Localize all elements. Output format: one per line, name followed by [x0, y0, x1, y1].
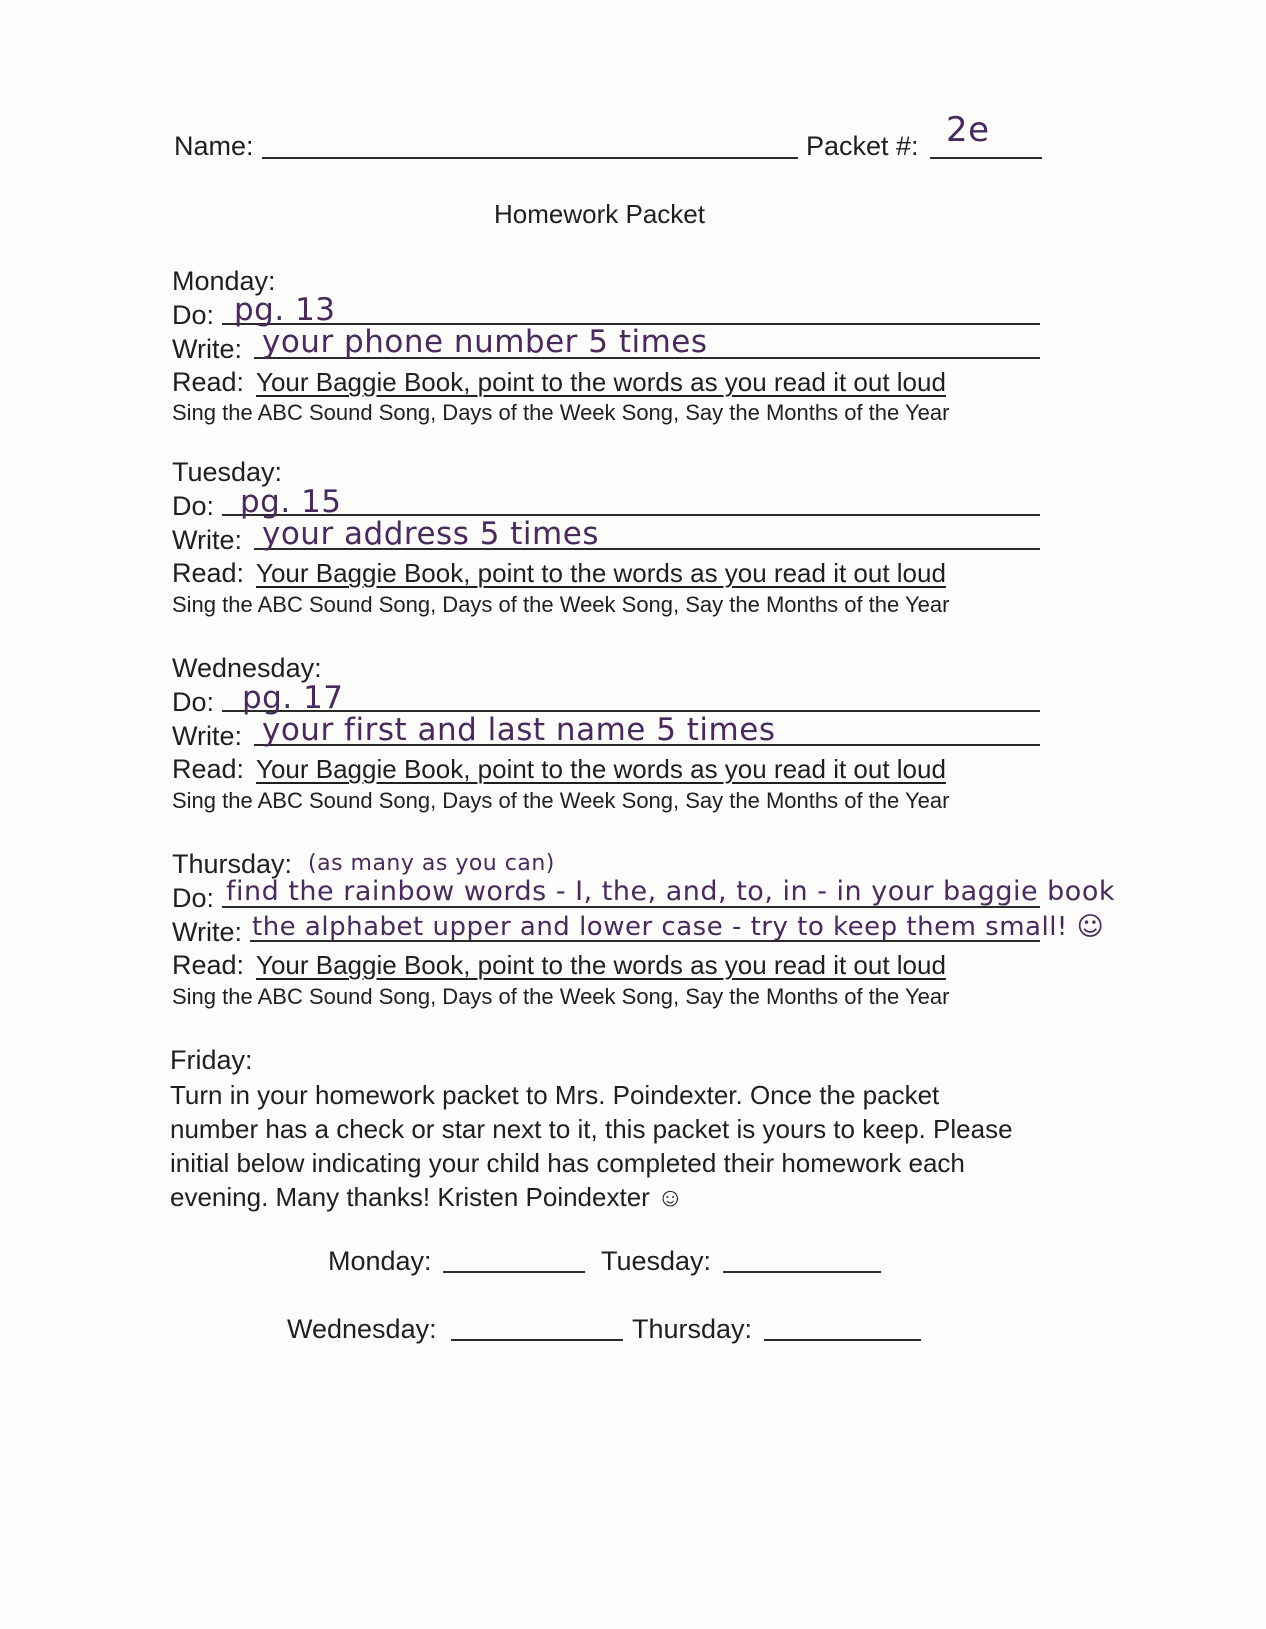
read-value: Your Baggie Book, point to the words as you read it out loud	[256, 754, 946, 784]
read-value: Your Baggie Book, point to the words as you read it out loud	[256, 950, 946, 980]
day-label: Wednesday:	[172, 653, 322, 683]
initials-label-monday: Monday:	[328, 1246, 432, 1276]
do-value: find the rainbow words - I, the, and, to, in - in your baggie book	[226, 876, 1115, 907]
initials-field-wednesday[interactable]	[451, 1339, 623, 1341]
do-label: Do:	[172, 491, 215, 521]
name-field[interactable]	[262, 157, 798, 159]
write-value: your phone number 5 times	[262, 324, 708, 360]
read-value: Your Baggie Book, point to the words as you read it out loud	[256, 558, 946, 588]
day-label: Monday:	[172, 266, 276, 296]
day-label: Thursday:	[172, 849, 293, 879]
day-label: Friday:	[170, 1045, 253, 1075]
sing-instructions: Sing the ABC Sound Song, Days of the Week Song, Say the Months of the Year	[172, 788, 950, 813]
write-label: Write:	[172, 721, 243, 751]
write-value: the alphabet upper and lower case - try to keep them small! ☺	[252, 912, 1105, 942]
friday-instructions: Turn in your homework packet to Mrs. Poindexter. Once the packet number has a check or star next to it, this packet is yours to keep. Please initial below indicating your child has completed their homework each evening. Many thanks! Kristen Poindexter ☺	[170, 1080, 1013, 1212]
initials-field-tuesday[interactable]	[723, 1271, 881, 1273]
read-label: Read:	[172, 754, 245, 784]
write-label: Write:	[172, 525, 243, 555]
read-value: Your Baggie Book, point to the words as you read it out loud	[256, 367, 946, 397]
thursday-note: (as many as you can)	[308, 851, 555, 876]
packet-number-value: 2e	[946, 110, 990, 150]
packet-number-field[interactable]	[930, 157, 1042, 159]
write-label: Write:	[172, 334, 243, 364]
write-value: your address 5 times	[262, 516, 599, 552]
read-label: Read:	[172, 367, 245, 397]
initials-label-wednesday: Wednesday:	[287, 1314, 437, 1344]
sing-instructions: Sing the ABC Sound Song, Days of the Week Song, Say the Months of the Year	[172, 984, 950, 1009]
initials-field-thursday[interactable]	[764, 1339, 921, 1341]
do-label: Do:	[172, 300, 215, 330]
page-title: Homework Packet	[494, 199, 705, 229]
write-value: your first and last name 5 times	[262, 712, 776, 748]
read-label: Read:	[172, 950, 245, 980]
do-label: Do:	[172, 883, 215, 913]
name-label: Name:	[174, 131, 254, 161]
read-label: Read:	[172, 558, 245, 588]
do-value: pg. 15	[240, 484, 342, 520]
do-value: pg. 17	[242, 680, 344, 716]
initials-label-tuesday: Tuesday:	[601, 1246, 712, 1276]
sing-instructions: Sing the ABC Sound Song, Days of the Week Song, Say the Months of the Year	[172, 400, 950, 425]
initials-field-monday[interactable]	[443, 1271, 585, 1273]
day-label: Tuesday:	[172, 457, 283, 487]
do-value: pg. 13	[234, 292, 336, 328]
initials-label-thursday: Thursday:	[632, 1314, 753, 1344]
sing-instructions: Sing the ABC Sound Song, Days of the Week Song, Say the Months of the Year	[172, 592, 950, 617]
packet-number-label: Packet #:	[806, 131, 919, 161]
do-label: Do:	[172, 687, 215, 717]
write-label: Write:	[172, 917, 243, 947]
